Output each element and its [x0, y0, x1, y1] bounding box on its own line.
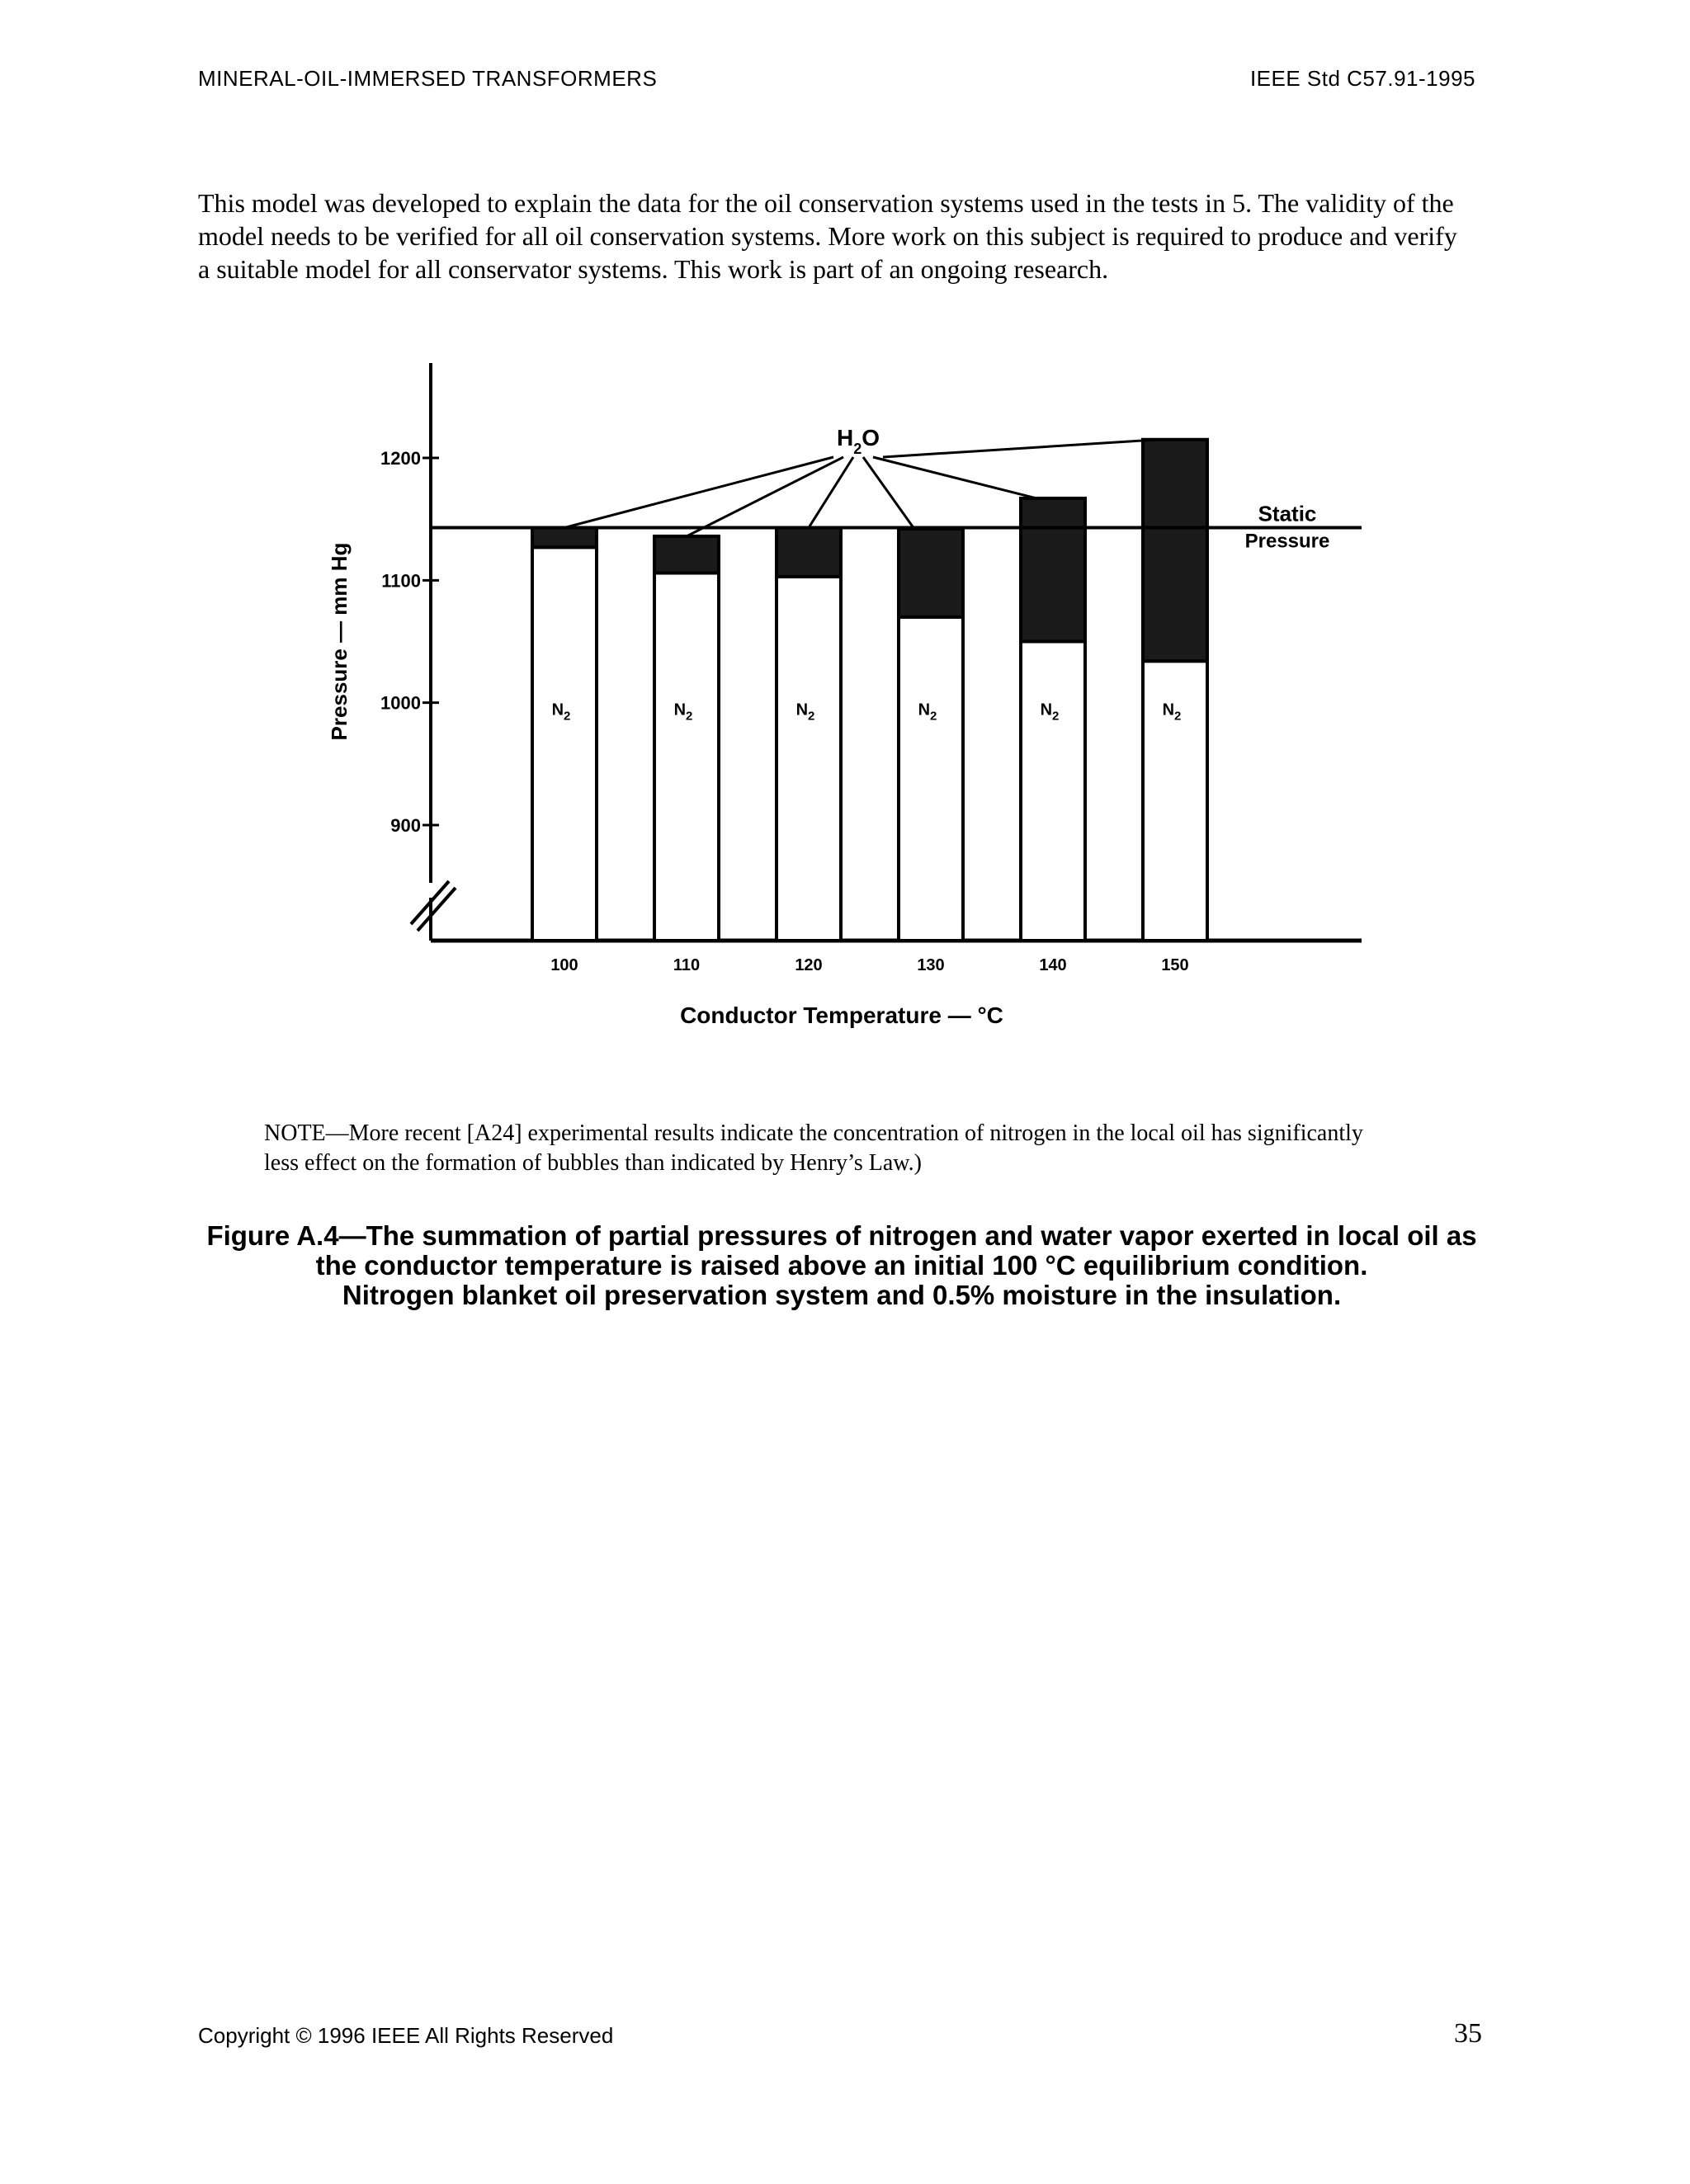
- n2-bar-label: $N_2$: [795, 700, 815, 724]
- y-tick-label: 900: [390, 815, 421, 836]
- paragraph-line: a suitable model for all conservator systems. This work is part of an ongoing research.: [198, 254, 1109, 284]
- x-tick-label: 140: [1039, 956, 1067, 974]
- caption-line: Nitrogen blanket oil preservation system and 0.5% moisture in the insulation.: [342, 1280, 1342, 1310]
- copyright-notice: Copyright © 1996 IEEE All Rights Reserved: [198, 2023, 614, 2048]
- n2-bar: [654, 573, 719, 941]
- y-tick-label: 1200: [380, 448, 421, 469]
- static-pressure-label: Pressure: [1244, 530, 1330, 553]
- n2-bar-label: $N_2$: [1162, 700, 1182, 724]
- n2-bar: [1021, 642, 1085, 941]
- chart-bars: [532, 440, 1207, 941]
- n2-bar: [899, 617, 963, 941]
- running-header-title: MINERAL-OIL-IMMERSED TRANSFORMERS: [198, 66, 658, 91]
- h2o-leader-line: [687, 457, 843, 536]
- x-tick-label: 130: [917, 956, 945, 974]
- h2o-bar: [899, 529, 963, 617]
- x-axis-title: Conductor Temperature — °C: [680, 1002, 1003, 1028]
- note-line: NOTE—More recent [A24] experimental results indicate the concentration of nitrogen in the local oil has significantly: [264, 1120, 1363, 1146]
- h2o-bar: [1021, 498, 1085, 642]
- n2-bar-label: $N_2$: [918, 700, 937, 724]
- x-tick-label: 120: [795, 956, 823, 974]
- page-number: 35: [1454, 2018, 1482, 2049]
- h2o-leader-line: [863, 457, 914, 529]
- h2o-bar: [1143, 440, 1207, 661]
- y-axis-title: Pressure — mm Hg: [327, 542, 352, 741]
- paragraph-line: model needs to be verified for all oil conservation systems. More work on this subject is required to produce and verify: [198, 221, 1457, 251]
- body-paragraph: [198, 186, 1485, 285]
- running-header-standard: IEEE Std C57.91-1995: [1249, 66, 1475, 91]
- n2-bar-label: $N_2$: [1040, 700, 1060, 724]
- n2-bar: [1143, 661, 1207, 941]
- y-tick-label: 1000: [380, 692, 421, 714]
- n2-bar-label: $N_2$: [551, 700, 571, 724]
- x-tick-label: 110: [673, 956, 701, 974]
- caption-line: the conductor temperature is raised above an initial 100 °C equilibrium condition.: [315, 1250, 1368, 1281]
- h2o-leader-line: [809, 457, 853, 528]
- h2o-bar: [532, 528, 597, 548]
- note-line: less effect on the formation of bubbles than indicated by Henry’s Law.): [264, 1150, 922, 1176]
- n2-bar-label: $N_2$: [673, 700, 693, 724]
- n2-bar: [777, 577, 841, 941]
- h2o-leader-line: [883, 440, 1159, 457]
- x-tick-label: 100: [550, 956, 578, 974]
- h2o-label: $H_2O$: [836, 425, 880, 457]
- h2o-leader-line: [564, 457, 833, 528]
- h2o-leader-line: [873, 457, 1036, 498]
- caption-line: Figure A.4—The summation of partial pressures of nitrogen and water vapor exerted in local oil as: [206, 1220, 1477, 1251]
- pressure-bar-chart: [314, 347, 1403, 1073]
- figure-caption: [165, 1221, 1518, 1310]
- n2-bar: [532, 547, 597, 941]
- x-tick-label: 150: [1161, 956, 1189, 974]
- y-tick-label: 1100: [381, 570, 421, 592]
- h2o-bar: [654, 536, 719, 573]
- static-pressure-label: Static: [1258, 501, 1317, 526]
- h2o-bar: [777, 528, 841, 577]
- figure-note: [264, 1119, 1436, 1178]
- paragraph-line: This model was developed to explain the data for the oil conservation systems used in the tests in 5. The validity of the: [198, 188, 1454, 218]
